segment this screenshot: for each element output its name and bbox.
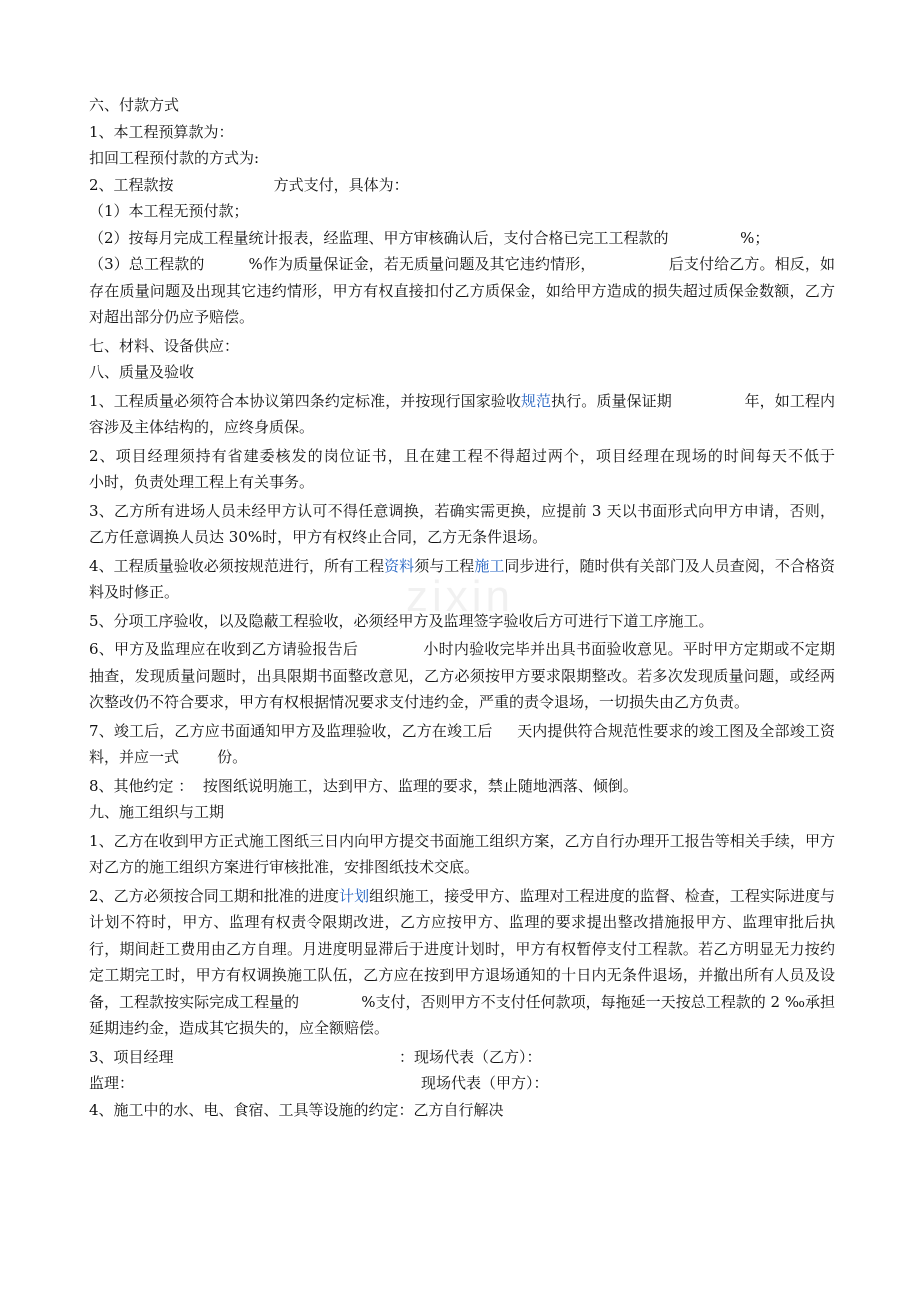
paragraph-quality-standard bbox=[89, 388, 835, 441]
paragraph-completion: 7、竣工后，乙方应书面通知甲方及监理验收，乙方在竣工后 天内提供符合规范性要求的竣工图及全部竣工资料，并应一式 份。 bbox=[89, 721, 835, 766]
paragraph-prepayment-deduction: 扣回工程预付款的方式为: bbox=[89, 149, 260, 167]
text-segment: 4、工程质量验收必须按规范进行，所有工程 bbox=[89, 556, 385, 575]
contract-body bbox=[89, 92, 888, 1123]
section-heading-materials: 七、材料、设备供应： bbox=[89, 336, 240, 355]
text-segment: 须与工程 bbox=[414, 556, 475, 575]
link-ziliao[interactable]: 资料 bbox=[384, 556, 415, 575]
text-segment: 组织施工，接受甲方、监理对工程进度的监督、检查，工程实际进度与计划不符时，甲方、监理有权责令限期改进，乙方应按甲方、监理的要求提出整改措施报甲方、监理审批后执行，期间赶工费用由乙方自理。月进度明显滞后于进度计划时，甲方有权暂停支付工程款。若乙方明显无力按约定工期完工时，甲方有权调换施工队伍，乙方应在按到甲方退场通知的十日内无条件退场，并撤出所有人员及设备，工程款按实际完成工程量的 %支付，否则甲方不支付任何款项，每拖延一天按总工程款的 2 ‰承担延期违约金，造成其它损失的，应全额赔偿。 bbox=[89, 886, 835, 1037]
label-site-rep-a: 现场代表（甲方）： bbox=[421, 1074, 549, 1092]
paragraph-payment-method: 2、工程款按 方式支付，具体为： bbox=[89, 175, 409, 194]
paragraph-acceptance-records bbox=[89, 553, 835, 606]
paragraph-progress bbox=[89, 883, 835, 1042]
watermark-text: zixin bbox=[405, 572, 515, 621]
label-supervisor: 监理： bbox=[89, 1074, 135, 1092]
link-guifan[interactable]: 规范 bbox=[520, 391, 552, 410]
label-project-manager: 3、项目经理 bbox=[89, 1047, 174, 1066]
text-segment: 1、工程质量必须符合本协议第四条约定标准，并按现行国家验收 bbox=[89, 391, 521, 410]
paragraph-hidden-works: 5、分项工序验收，以及隐蔽工程验收，必须经甲方及监理签字验收后方可进行下道工序施工。 bbox=[89, 611, 714, 630]
paragraph-budget: 1、本工程预算款为： bbox=[89, 122, 234, 141]
paragraph-monthly-payment: （2）按每月完成工程量统计报表，经监理、甲方审核确认后，支付合格已完工工程款的 %； bbox=[89, 228, 770, 247]
paragraph-construction-plan: 1、乙方在收到甲方正式施工图纸三日内向甲方提交书面施工组织方案，乙方自行办理开工报告等相关手续，甲方对乙方的施工组织方案进行审核批准，安排图纸技术交底。 bbox=[89, 831, 835, 876]
label-site-rep-b: ：现场代表（乙方）： bbox=[399, 1047, 542, 1066]
paragraph-facilities: 4、施工中的水、电、食宿、工具等设施的约定：乙方自行解决 bbox=[89, 1100, 504, 1119]
link-shigong[interactable]: 施工 bbox=[474, 556, 505, 575]
signature-line-manager bbox=[89, 1044, 835, 1071]
paragraph-other-agreement: 8、其他约定 ： 按图纸说明施工，达到甲方、监理的要求，禁止随地洒落、倾倒。 bbox=[89, 776, 638, 795]
text-segment: 同步进行，随时供有关部门及人员查阅，不合格资料及时修正。 bbox=[89, 556, 835, 601]
section-heading-payment: 六、付款方式 bbox=[89, 96, 180, 114]
text-segment: 2、乙方必须按合同工期和批准的进度 bbox=[89, 886, 340, 905]
signature-line-supervisor bbox=[89, 1070, 835, 1097]
text-segment: 执行。质量保证期 年，如工程内容涉及主体结构的，应终身质保。 bbox=[89, 391, 835, 436]
paragraph-no-prepayment: （1）本工程无预付款； bbox=[89, 202, 249, 220]
paragraph-quality-deposit: （3）总工程款的 %作为质量保证金，若无质量问题及其它违约情形， 后支付给乙方。相反，如存在质量问题及出现其它违约情形，甲方有权直接扣付乙方质保金，如给甲方造成的损失超过质保金数额，乙方对超出部分仍应予赔偿。 bbox=[89, 255, 835, 326]
section-heading-schedule: 九、施工组织与工期 bbox=[89, 803, 225, 821]
paragraph-inspection: 6、甲方及监理应在收到乙方请验报告后 小时内验收完毕并出具书面验收意见。平时甲方定期或不定期抽查，发现质量问题时，出具限期书面整改意见，乙方必须按甲方要求限期整改。若多次发现质量问题，或经两次整改仍不符合要求，甲方有权根据情况要求支付违约金，严重的责令退场，一切损失由乙方负责。 bbox=[89, 640, 835, 711]
section-heading-quality: 八、质量及验收 bbox=[89, 363, 195, 381]
paragraph-project-manager: 2、项目经理须持有省建委核发的岗位证书，且在建工程不得超过两个，项目经理在现场的时间每天不低于 小时，负责处理工程上有关事务。 bbox=[89, 446, 888, 491]
link-jihua[interactable]: 计划 bbox=[339, 886, 370, 905]
paragraph-personnel: 3、乙方所有进场人员未经甲方认可不得任意调换，若确实需更换，应提前 3 天以书面形式向甲方申请，否则，乙方任意调换人员达 30%时，甲方有权终止合同，乙方无条件退场。 bbox=[89, 501, 835, 546]
